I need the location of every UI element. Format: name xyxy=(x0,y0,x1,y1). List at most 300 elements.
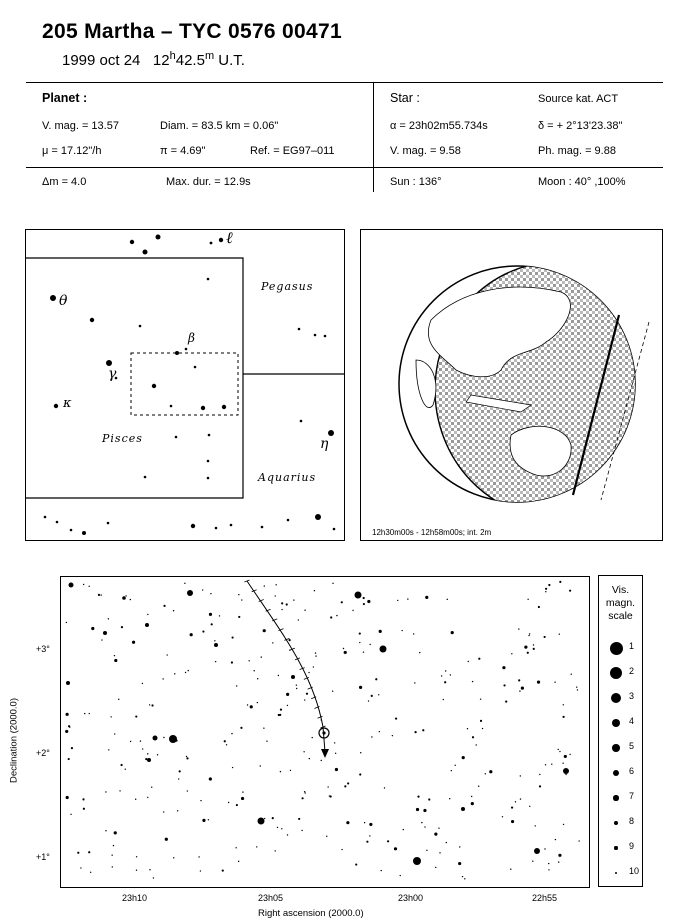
scale-row xyxy=(599,788,644,812)
field-star xyxy=(485,773,486,774)
scale-label: 4 xyxy=(629,716,635,726)
field-star xyxy=(130,599,131,600)
field-star xyxy=(548,869,549,870)
field-star xyxy=(167,654,168,655)
x-tick-2310: 23h10 xyxy=(122,893,148,903)
field-star xyxy=(462,876,463,877)
field-star xyxy=(301,830,302,831)
bright-star xyxy=(169,735,177,743)
field-star xyxy=(235,847,236,848)
field-star xyxy=(231,733,232,734)
field-star xyxy=(296,688,297,689)
field-star xyxy=(114,659,117,662)
field-star xyxy=(414,731,416,733)
field-star xyxy=(238,861,239,862)
field-star xyxy=(482,728,483,729)
star-phmag: Ph. mag. = 9.88 xyxy=(538,145,616,157)
scale-dot xyxy=(611,693,621,703)
field-star xyxy=(281,602,283,604)
scale-label: 6 xyxy=(629,766,635,776)
label-gamma: γ xyxy=(108,366,118,382)
field-star xyxy=(375,678,377,680)
label-beta: β xyxy=(188,331,196,345)
field-star xyxy=(105,830,106,831)
planet-vmag: V. mag. = 13.57 xyxy=(42,120,119,132)
field-star xyxy=(419,652,420,653)
field-star xyxy=(66,713,69,716)
field-star xyxy=(149,704,150,705)
scale-row xyxy=(599,763,644,787)
field-star xyxy=(105,791,106,792)
scale-label: 8 xyxy=(629,816,635,826)
field-star xyxy=(538,606,540,608)
field-star xyxy=(280,709,282,711)
scale-dot xyxy=(612,744,620,752)
field-star xyxy=(577,689,578,690)
planet-parallax: π = 4.69" xyxy=(160,145,206,157)
field-star xyxy=(330,616,332,618)
bright-star xyxy=(380,646,387,653)
field-star xyxy=(335,768,338,771)
field-star xyxy=(272,642,273,643)
field-star xyxy=(359,773,361,775)
field-star xyxy=(401,630,402,631)
field-star xyxy=(369,823,372,826)
field-star xyxy=(287,834,288,835)
event-time-hours: 12 xyxy=(152,52,170,69)
planet-diameter: Diam. = 83.5 km = 0.06" xyxy=(160,120,279,132)
field-star xyxy=(135,715,137,717)
field-star xyxy=(515,801,516,802)
field-star xyxy=(308,672,309,673)
field-star xyxy=(186,757,188,759)
field-star xyxy=(421,822,422,823)
field-star xyxy=(344,651,347,654)
field-star xyxy=(304,610,305,611)
star-vmag: V. mag. = 9.58 xyxy=(390,145,461,157)
bright-star xyxy=(66,681,70,685)
field-star xyxy=(202,630,204,632)
field-star xyxy=(422,729,424,731)
field-star xyxy=(359,686,362,689)
field-star xyxy=(379,630,382,633)
field-star xyxy=(120,764,122,766)
field-star xyxy=(163,811,164,812)
field-star xyxy=(226,744,227,745)
field-star xyxy=(228,802,229,803)
scale-label: 9 xyxy=(629,841,635,851)
field-star xyxy=(335,753,336,754)
sun-elongation: Sun : 136° xyxy=(390,176,442,188)
field-star xyxy=(471,796,472,797)
field-star xyxy=(558,861,559,862)
field-star xyxy=(359,642,360,643)
bright-star xyxy=(413,857,421,865)
field-star xyxy=(480,720,482,722)
field-star xyxy=(558,749,559,750)
x-axis-label: Right ascension (2000.0) xyxy=(258,908,364,919)
field-star xyxy=(521,686,524,689)
field-star xyxy=(321,760,322,761)
field-star xyxy=(459,846,460,847)
label-aquarius: Aquarius xyxy=(258,471,317,484)
field-star xyxy=(464,878,465,879)
field-star xyxy=(355,863,357,865)
magnitude-scale xyxy=(598,575,643,887)
field-star xyxy=(219,615,220,616)
bright-star xyxy=(153,736,158,741)
field-star xyxy=(533,644,534,645)
field-star xyxy=(272,817,274,819)
scale-label: 1 xyxy=(629,641,635,651)
field-star xyxy=(545,764,546,765)
field-star xyxy=(238,616,240,618)
bright-star xyxy=(103,631,107,635)
field-star xyxy=(179,770,181,772)
field-star xyxy=(341,849,342,850)
field-star xyxy=(518,679,520,681)
field-star xyxy=(532,861,533,862)
field-star xyxy=(142,683,143,684)
field-star xyxy=(363,651,364,652)
bright-star xyxy=(122,596,126,600)
field-star xyxy=(327,786,328,787)
field-star xyxy=(240,727,242,729)
field-star xyxy=(304,791,305,792)
field-star xyxy=(407,598,408,599)
field-star xyxy=(344,785,346,787)
field-star xyxy=(247,704,248,705)
field-star xyxy=(503,684,505,686)
field-star xyxy=(190,633,193,636)
track-arrow xyxy=(321,749,329,758)
field-star xyxy=(392,735,393,736)
scale-row xyxy=(599,838,644,862)
field-star xyxy=(304,699,305,700)
field-star xyxy=(293,599,294,600)
field-star xyxy=(257,702,258,703)
scale-title-line2: magn. xyxy=(605,597,636,609)
field-star xyxy=(162,678,163,679)
minutes-unit: m xyxy=(204,50,215,62)
scale-dot xyxy=(612,719,621,728)
scale-dot xyxy=(614,821,618,825)
field-star xyxy=(112,866,113,867)
scale-row xyxy=(599,813,644,837)
field-star xyxy=(257,678,258,679)
field-star xyxy=(315,655,316,656)
field-star xyxy=(224,740,226,742)
track-tick xyxy=(318,716,323,718)
field-star xyxy=(110,716,111,717)
field-star xyxy=(118,699,119,700)
field-star xyxy=(347,782,349,784)
chart-field-box xyxy=(131,353,238,415)
info-top-rule xyxy=(26,82,663,83)
field-star xyxy=(417,796,419,798)
y-tick-3: +3° xyxy=(36,644,50,654)
constellation-map-drawing xyxy=(26,230,344,540)
field-star xyxy=(529,806,530,807)
planet-heading: Planet : xyxy=(42,91,88,105)
field-star xyxy=(368,700,369,701)
field-star xyxy=(173,857,174,858)
field-star xyxy=(303,751,304,752)
globe-drawing xyxy=(361,230,662,540)
scale-dot xyxy=(615,872,617,874)
scale-title-line3: scale xyxy=(608,610,633,622)
globe-panel xyxy=(360,229,663,541)
field-star xyxy=(200,870,201,871)
field-star xyxy=(147,797,148,798)
scale-row xyxy=(599,663,644,687)
x-tick-2305: 23h05 xyxy=(258,893,284,903)
field-star xyxy=(312,737,313,738)
field-star xyxy=(578,840,579,841)
field-star xyxy=(242,791,243,792)
field-star xyxy=(520,775,521,776)
field-star xyxy=(397,600,398,601)
scale-title xyxy=(599,576,642,623)
field-star xyxy=(186,756,187,757)
field-star xyxy=(403,829,404,830)
field-star xyxy=(562,763,563,764)
field-star xyxy=(511,806,513,808)
field-star xyxy=(91,627,94,630)
field-star xyxy=(424,826,425,827)
field-star xyxy=(185,672,186,673)
field-star xyxy=(177,810,178,811)
field-star xyxy=(254,670,255,671)
field-star xyxy=(208,819,209,820)
field-star xyxy=(100,594,101,595)
label-theta: θ xyxy=(59,293,69,309)
field-star xyxy=(315,652,316,653)
y-axis-label: Declination (2000.0) xyxy=(8,697,20,784)
field-star xyxy=(264,585,265,586)
scale-label: 2 xyxy=(629,666,635,676)
constellation-map xyxy=(25,229,345,541)
field-star xyxy=(286,693,289,696)
field-star xyxy=(476,744,477,745)
scale-label: 5 xyxy=(629,741,635,751)
field-star xyxy=(569,590,571,592)
field-star xyxy=(108,618,109,619)
field-star xyxy=(298,818,300,820)
field-star xyxy=(287,705,288,706)
field-star xyxy=(309,758,310,759)
field-star xyxy=(438,827,439,828)
field-star xyxy=(527,599,528,600)
field-star xyxy=(559,581,561,583)
field-star xyxy=(260,765,261,766)
star-dec: δ = + 2°13'23.38" xyxy=(538,120,623,132)
field-star xyxy=(151,786,152,787)
field-star xyxy=(98,594,100,596)
field-star xyxy=(261,656,262,657)
field-star xyxy=(187,790,188,791)
field-star xyxy=(378,694,379,695)
field-star xyxy=(443,699,444,700)
page-title: 205 Martha – TYC 0576 00471 xyxy=(42,20,342,43)
field-star xyxy=(439,852,440,853)
bright-star xyxy=(563,768,569,774)
field-star xyxy=(301,797,303,799)
bright-star xyxy=(187,590,193,596)
field-star xyxy=(280,771,281,772)
field-star xyxy=(232,767,233,768)
field-star xyxy=(306,693,308,695)
field-star xyxy=(395,717,397,719)
field-star xyxy=(548,863,549,864)
scale-dot xyxy=(610,642,623,655)
field-star xyxy=(66,622,67,623)
scale-row xyxy=(599,863,644,887)
bright-star xyxy=(69,583,74,588)
field-star xyxy=(559,751,560,752)
field-star xyxy=(478,786,479,787)
y-tick-2: +2° xyxy=(36,748,50,758)
field-star xyxy=(188,670,189,671)
field-star xyxy=(114,831,117,834)
field-star xyxy=(381,870,382,871)
field-star xyxy=(232,636,234,638)
field-star xyxy=(165,838,168,841)
field-star xyxy=(554,682,555,683)
field-star xyxy=(121,626,123,628)
field-star xyxy=(505,700,507,702)
field-star xyxy=(400,875,401,876)
field-star xyxy=(275,595,276,596)
field-star xyxy=(210,593,211,594)
field-star xyxy=(511,820,514,823)
field-star xyxy=(363,603,365,605)
field-star xyxy=(241,599,242,600)
field-star xyxy=(360,752,361,753)
field-star xyxy=(519,690,520,691)
field-star xyxy=(387,840,389,842)
field-star xyxy=(569,754,570,755)
field-star xyxy=(68,725,70,727)
field-star xyxy=(71,747,73,749)
field-star xyxy=(563,704,564,705)
field-star xyxy=(278,675,279,676)
field-star xyxy=(472,736,474,738)
field-star xyxy=(281,828,282,829)
field-star xyxy=(558,854,561,857)
bright-star xyxy=(291,675,295,679)
field-star xyxy=(147,753,148,754)
field-star xyxy=(132,641,135,644)
field-star xyxy=(241,797,244,800)
field-star xyxy=(136,856,137,857)
bright-star xyxy=(145,623,149,627)
field-star xyxy=(425,596,428,599)
field-star xyxy=(153,877,154,878)
field-star xyxy=(467,728,468,729)
scale-dot xyxy=(613,770,619,776)
field-star xyxy=(576,686,577,687)
field-star xyxy=(559,633,560,634)
field-star xyxy=(238,594,239,595)
field-star xyxy=(502,816,503,817)
field-star xyxy=(313,666,314,667)
field-star xyxy=(451,631,454,634)
field-star xyxy=(163,737,164,738)
field-star xyxy=(231,661,233,663)
field-star xyxy=(563,824,564,825)
scale-row xyxy=(599,738,644,762)
field-star xyxy=(394,847,397,850)
field-star xyxy=(275,850,276,851)
field-star xyxy=(334,742,335,743)
bright-star xyxy=(534,848,540,854)
field-star xyxy=(290,770,291,771)
field-star xyxy=(89,713,90,714)
star-chart xyxy=(61,577,589,887)
field-star xyxy=(279,714,281,716)
field-star xyxy=(472,681,473,682)
field-star xyxy=(455,765,456,766)
field-star xyxy=(84,713,85,714)
field-star xyxy=(82,798,84,800)
field-star xyxy=(423,809,426,812)
delta-mag: Δm = 4.0 xyxy=(42,176,87,188)
scale-row xyxy=(599,713,644,737)
scale-label: 7 xyxy=(629,791,635,801)
field-star xyxy=(434,833,437,836)
scale-dot xyxy=(614,846,617,849)
field-star xyxy=(264,818,265,819)
event-datetime xyxy=(62,50,245,69)
star-ra: α = 23h02m55.734s xyxy=(390,120,488,132)
field-star xyxy=(286,603,288,605)
field-star xyxy=(136,870,137,871)
field-star xyxy=(371,695,373,697)
field-star xyxy=(263,629,266,632)
globe-caption: 12h30m00s - 12h58m00s; int. 2m xyxy=(372,528,492,537)
field-star xyxy=(518,628,519,629)
bright-star xyxy=(214,643,218,647)
planet-reference: Ref. = EG97–011 xyxy=(250,145,335,157)
field-star xyxy=(125,595,126,596)
scale-label: 3 xyxy=(629,691,635,701)
field-star xyxy=(174,673,175,674)
field-star xyxy=(266,740,267,741)
field-star xyxy=(426,850,427,851)
field-star xyxy=(277,827,278,828)
field-star xyxy=(248,660,249,661)
field-star xyxy=(451,770,452,771)
field-star xyxy=(555,839,556,840)
field-star xyxy=(135,799,136,800)
field-star xyxy=(414,682,415,683)
field-star xyxy=(413,633,414,634)
bright-star xyxy=(258,818,265,825)
field-star xyxy=(88,851,90,853)
field-star xyxy=(211,623,213,625)
field-star xyxy=(524,646,527,649)
planet-motion: μ = 17.12"/h xyxy=(42,145,102,157)
field-star xyxy=(198,856,199,857)
field-star xyxy=(83,808,85,810)
x-tick-2255: 22h55 xyxy=(532,893,558,903)
field-star xyxy=(548,584,550,586)
field-star xyxy=(130,741,131,742)
field-star xyxy=(359,632,361,634)
field-star xyxy=(428,798,430,800)
time-system: U.T. xyxy=(218,52,245,69)
